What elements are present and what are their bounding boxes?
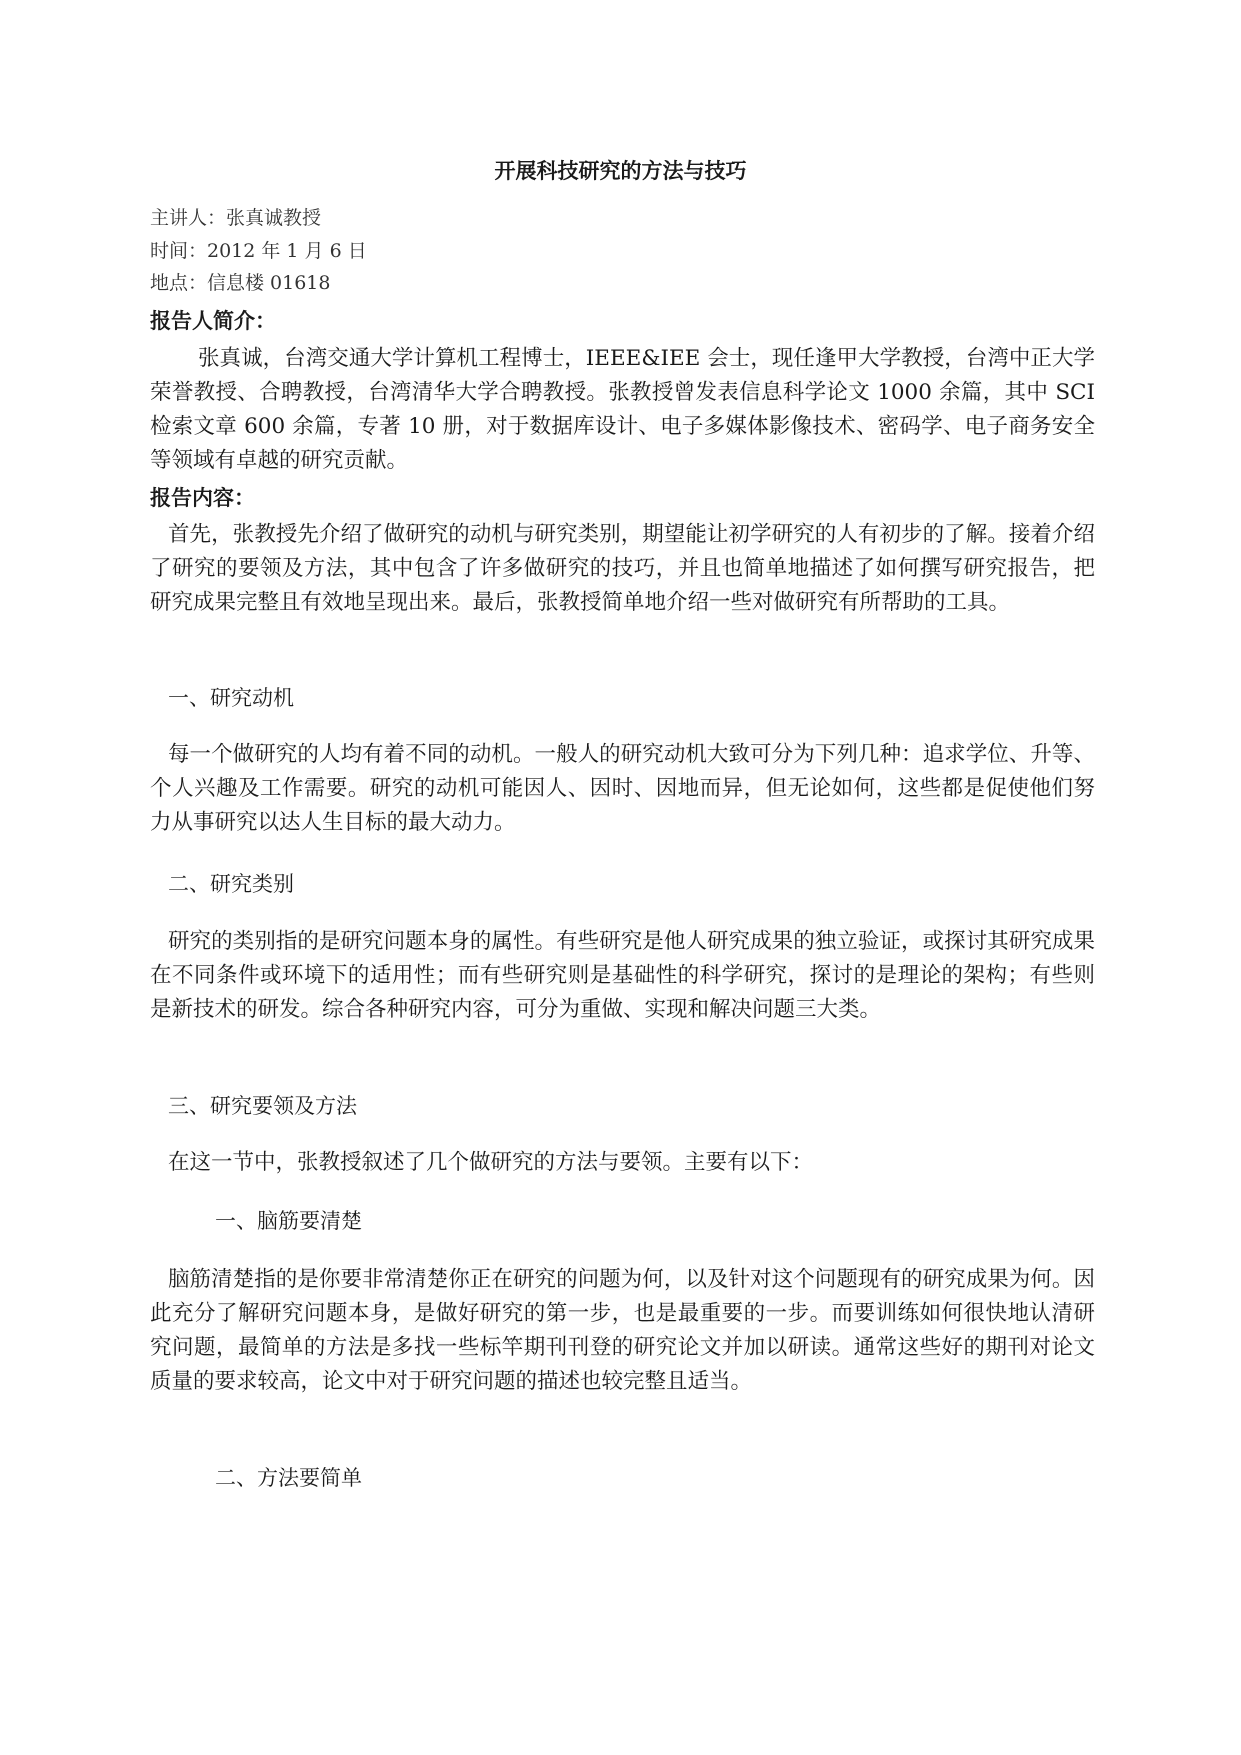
subsection-clear-mind-paragraph: 脑筋清楚指的是你要非常清楚你正在研究的问题为何，以及针对这个问题现有的研究成果为何。因此充分了解研究问题本身，是做好研究的第一步，也是最重要的一步。而要训练如何很快地认清研究问题，最简单的方法是多找一些标竿期刊刊登的研究论文并加以研读。通常这些好的期刊对论文质量的要求较高，论文中对于研究问题的描述也较完整且适当。 — [150, 1267, 1095, 1394]
speaker-line: 主讲人：张真诚教授 — [150, 207, 322, 229]
section-methods-title: 三、研究要领及方法 — [168, 1094, 357, 1118]
location-line: 地点：信息楼 01618 — [150, 272, 331, 294]
content-heading: 报告内容： — [150, 486, 255, 510]
section-category-title: 二、研究类别 — [168, 872, 294, 896]
section-methods-intro: 在这一节中，张教授叙述了几个做研究的方法与要领。主要有以下： — [168, 1150, 814, 1175]
subsection-clear-mind-title: 一、脑筋要清楚 — [215, 1209, 362, 1233]
bio-heading: 报告人简介： — [150, 309, 276, 333]
time-line: 时间：2012 年 1 月 6 日 — [150, 240, 367, 262]
bio-paragraph: 张真诚，台湾交通大学计算机工程博士，IEEE&IEE 会士，现任逢甲大学教授，台湾中正大学荣誉教授、合聘教授，台湾清华大学合聘教授。张教授曾发表信息科学论文 1000 余篇，其中 SCI 检索文章 600 余篇，专著 10 册，对于数据库设计、电子多媒体影像技术、密码学、电子商务安全等领域有卓越的研究贡献。 — [150, 346, 1095, 473]
subsection-simple-method-title: 二、方法要简单 — [215, 1466, 362, 1490]
section-category-paragraph: 研究的类别指的是研究问题本身的属性。有些研究是他人研究成果的独立验证，或探讨其研究成果在不同条件或环境下的适用性；而有些研究则是基础性的科学研究，探讨的是理论的架构；有些则是新技术的研发。综合各种研究内容，可分为重做、实现和解决问题三大类。 — [150, 929, 1095, 1022]
section-motivation-paragraph: 每一个做研究的人均有着不同的动机。一般人的研究动机大致可分为下列几种：追求学位、升等、个人兴趣及工作需要。研究的动机可能因人、因时、因地而异，但无论如何，这些都是促使他们努力从事研究以达人生目标的最大动力。 — [150, 742, 1095, 835]
content-intro-paragraph: 首先，张教授先介绍了做研究的动机与研究类别，期望能让初学研究的人有初步的了解。接着介绍了研究的要领及方法，其中包含了许多做研究的技巧，并且也简单地描述了如何撰写研究报告，把研究成果完整且有效地呈现出来。最后，张教授简单地介绍一些对做研究有所帮助的工具。 — [150, 522, 1095, 615]
section-motivation-title: 一、研究动机 — [168, 686, 294, 710]
document-title: 开展科技研究的方法与技巧 — [494, 159, 747, 183]
